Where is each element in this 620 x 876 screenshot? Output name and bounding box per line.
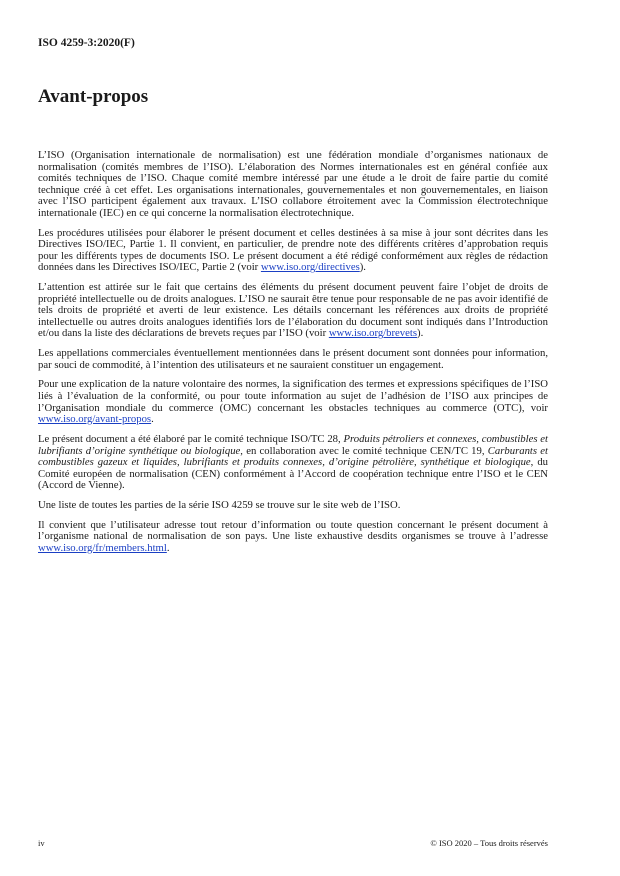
paragraph-text: L’attention est attirée sur le fait que certains des éléments du présent document peuvent faire l’objet de droits de propriété intellectuelle ou de droits analogues. L’ISO ne saurait être tenue pour responsable de ne pas avoir identifié de tels droits de propriété et averti de leur existence. Les détails concernant les références aux droits de propriété intellectuelle ou autres droits analogues identifiés lors de l’élaboration du document sont indiqués dans l’Introduction et/ou dans la liste des déclarations de brevets reçues par l’ISO (voir bbox=[38, 281, 548, 340]
link-directives[interactable]: www.iso.org/directives bbox=[260, 261, 360, 274]
committee-title-iso: Produits pétroliers et connexes, combustibles et lubrifiants d’origine synthétique ou biologique bbox=[38, 432, 548, 457]
paragraph-text: Pour une explication de la nature volontaire des normes, la signification des termes et expressions spécifiques de l’ISO liés à l’évaluation de la conformité, ou pour toute information au sujet de l’adhésion de l’ISO aux principes de l’Organisation mondiale du commerce (OMC) concernant les obstacles techniques au commerce (OTC), voir bbox=[38, 378, 548, 414]
page-number: iv bbox=[38, 838, 45, 848]
document-id-header: ISO 4259-3:2020(F) bbox=[38, 37, 135, 49]
paragraph-text: L’ISO (Organisation internationale de normalisation) est une fédération mondiale d’organismes nationaux de normalisation (comités membres de l’ISO). L’élaboration des Normes internationales est en général confiée aux comités techniques de l’ISO. Chaque comité membre intéressé par une étude a le droit de faire partie du comité technique créé à cet effet. Les organisations internationales, gouvernementales et non gouvernementales, en liaison avec l’ISO participent également aux travaux. L’ISO collabore étroitement avec la Commission électrotechnique internationale (IEC) en ce qui concerne la normalisation électrotechnique. bbox=[38, 149, 548, 219]
paragraph-text: ). bbox=[417, 327, 424, 340]
paragraph-committee bbox=[38, 434, 548, 492]
paragraph-text: Une liste de toutes les parties de la série ISO 4259 se trouve sur le site web de l’ISO. bbox=[38, 499, 401, 511]
document-body bbox=[38, 150, 548, 563]
paragraph-text: Les procédures utilisées pour élaborer le présent document et celles destinées à sa mise à jour sont décrites dans les Directives ISO/IEC, Partie 1. Il convient, en particulier, de prendre note des différents critères d’approbation requis pour les différents types de documents ISO. Le présent document a été rédigé conformément aux règles de rédaction données dans les Directives ISO/IEC, Partie 2 (voir bbox=[38, 226, 548, 274]
paragraph-text: , du Comité européen de normalisation (CEN) conformément à l’Accord de coopération technique entre l’ISO et le CEN (Accord de Vienne). bbox=[38, 456, 549, 492]
paragraph-text: , en collaboration avec le comité technique CEN/TC 19, bbox=[240, 444, 488, 457]
committee-title-cen: Carburants et combustibles gazeux et liquides, lubrifiants et produits connexes, d’origine pétrolière, synthétique et biologique bbox=[38, 444, 548, 469]
link-brevets[interactable]: www.iso.org/brevets bbox=[328, 327, 418, 340]
paragraph-feedback bbox=[38, 520, 548, 555]
paragraph-text: Le présent document a été élaboré par le comité technique ISO/TC 28, bbox=[38, 432, 344, 445]
paragraph-series bbox=[38, 500, 548, 512]
section-title: Avant-propos bbox=[38, 86, 149, 107]
paragraph-iso-intro bbox=[38, 150, 548, 219]
paragraph-trade-names bbox=[38, 348, 548, 371]
paragraph-text: Les appellations commerciales éventuellement mentionnées dans le présent document sont données pour information, par souci de commodité, à l’intention des utilisateurs et ne sauraient constituer un engagement. bbox=[38, 347, 548, 371]
link-members[interactable]: www.iso.org/fr/members.html bbox=[38, 541, 167, 554]
copyright-notice: © ISO 2020 – Tous droits réservés bbox=[430, 838, 548, 848]
paragraph-text: Il convient que l’utilisateur adresse tout retour d’information ou toute question concernant le présent document à l’organisme national de normalisation de son pays. Une liste exhaustive desdits organismes se trouve à l’adresse bbox=[38, 518, 548, 543]
page-footer bbox=[38, 838, 548, 848]
paragraph-text: . bbox=[151, 413, 154, 426]
paragraph-voluntary-nature bbox=[38, 379, 548, 425]
paragraph-text: ). bbox=[359, 261, 366, 274]
link-avant-propos[interactable]: www.iso.org/avant-propos bbox=[38, 413, 152, 426]
paragraph-procedures bbox=[38, 228, 548, 274]
paragraph-text: . bbox=[166, 541, 170, 554]
paragraph-patents bbox=[38, 282, 548, 340]
